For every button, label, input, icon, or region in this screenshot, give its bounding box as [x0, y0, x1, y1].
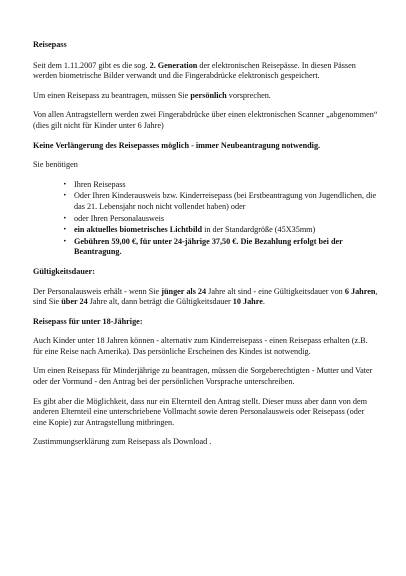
list-item-text: in der Standardgröße (45X35mm) — [202, 225, 316, 235]
validity-text-1: Der Personalausweis erhält - wenn Sie — [33, 286, 162, 296]
fingerprints-paragraph: Von allen Antragstellern werden zwei Fingerabdrücke über einen elektronischen Scanner „abgenommen“ (dies gilt nicht für Kinder unter 6 Jahre) — [33, 110, 378, 130]
requirements-list — [33, 180, 378, 258]
minors-paragraph-1: Auch Kinder unter 18 Jahren können - alternativ zum Kinderreisepass - einen Reisepass erhalten (z.B. für eine Reise nach Amerika). Das persönliche Erscheinen des Kindes ist notwendig. — [33, 336, 368, 356]
list-item-bold-text: Gebühren 59,00 €, für unter 24-jährige 37,50 €. Die Bezahlung erfolgt bei der Beantragung. — [74, 236, 343, 257]
intro-paragraph — [33, 61, 378, 82]
validity-bold-1: jünger als 24 — [161, 286, 207, 296]
bullet-icon: • — [63, 237, 67, 245]
document-title: Reisepass — [33, 40, 67, 49]
minors-heading: Reisepass für unter 18-Jährige: — [33, 316, 143, 326]
list-item-text: Oder Ihren Kinderausweis bzw. Kinderreisepass (bei Erstbeantragung von Jugendlichen, die das 21. Lebensjahr noch nicht vollendet haben) oder — [74, 191, 377, 211]
list-item — [63, 214, 378, 225]
document-page — [33, 40, 378, 457]
bullet-icon: • — [63, 180, 67, 188]
bullet-icon: • — [63, 214, 67, 222]
minors-paragraph-3: Es gibt aber die Möglichkeit, dass nur ein Elternteil den Antrag stellt. Dieser muss aber dann von dem anderen Elternteil eine unterschriebene Vollmacht sowie deren Personalausweis oder Reisepass (oder eine Kopie) zur Antragstellung mitbringen. — [33, 396, 368, 427]
need-intro: Sie benötigen — [33, 160, 78, 170]
intro-text-1: Seit dem 1.11.2007 gibt es die sog. — [33, 60, 150, 70]
validity-text-2: Jahre alt sind - eine Gültigkeitsdauer von — [206, 286, 345, 296]
apply-paragraph — [33, 91, 378, 102]
download-paragraph: Zustimmungserklärung zum Reisepass als Download . — [33, 437, 212, 447]
list-item — [63, 191, 378, 212]
apply-text-1: Um einen Reisepass zu beantragen, müssen Sie — [33, 90, 191, 100]
list-item — [63, 180, 378, 191]
list-item-bold-text: ein aktuelles biometrisches Lichtbild — [74, 225, 203, 235]
validity-heading: Gültigkeitsdauer: — [33, 266, 95, 276]
bullet-icon: • — [63, 226, 67, 234]
bullet-icon: • — [63, 192, 67, 200]
apply-bold-personal: persönlich — [190, 90, 227, 100]
validity-text-4: Jahre alt, dann beträgt die Gültigkeitsdauer — [87, 297, 233, 307]
validity-text-3: , sind Sie — [33, 286, 378, 307]
list-item — [63, 237, 378, 258]
intro-text-2: der elektronischen Reisepässe. In diesen Pässen werden biometrische Bilder verwandt und die Fingerabdrücke elektronisch gespeichert. — [33, 60, 356, 81]
minors-paragraph-2: Um einen Reisepass für Minderjährige zu beantragen, müssen die Sorgeberechtigten - Mutter und Vater oder der Vormund - den Antrag bei der persönlichen Vorsprache unterschreiben. — [33, 366, 373, 387]
validity-bold-3: über 24 — [61, 297, 88, 307]
validity-bold-4: 10 Jahre — [232, 297, 263, 307]
apply-text-2: vorsprechen. — [226, 90, 271, 100]
validity-paragraph — [33, 287, 378, 308]
list-item-text: Ihren Reisepass — [74, 179, 126, 189]
list-item-text: oder Ihren Personalausweis — [74, 213, 165, 223]
no-extension-heading: Keine Verlängerung des Reisepasses möglich - immer Neubeantragung notwendig. — [33, 140, 321, 150]
intro-bold-generation: 2. Generation — [149, 60, 198, 70]
validity-text-5: . — [262, 297, 265, 307]
list-item — [63, 225, 378, 236]
validity-bold-2: 6 Jahren — [344, 286, 376, 296]
